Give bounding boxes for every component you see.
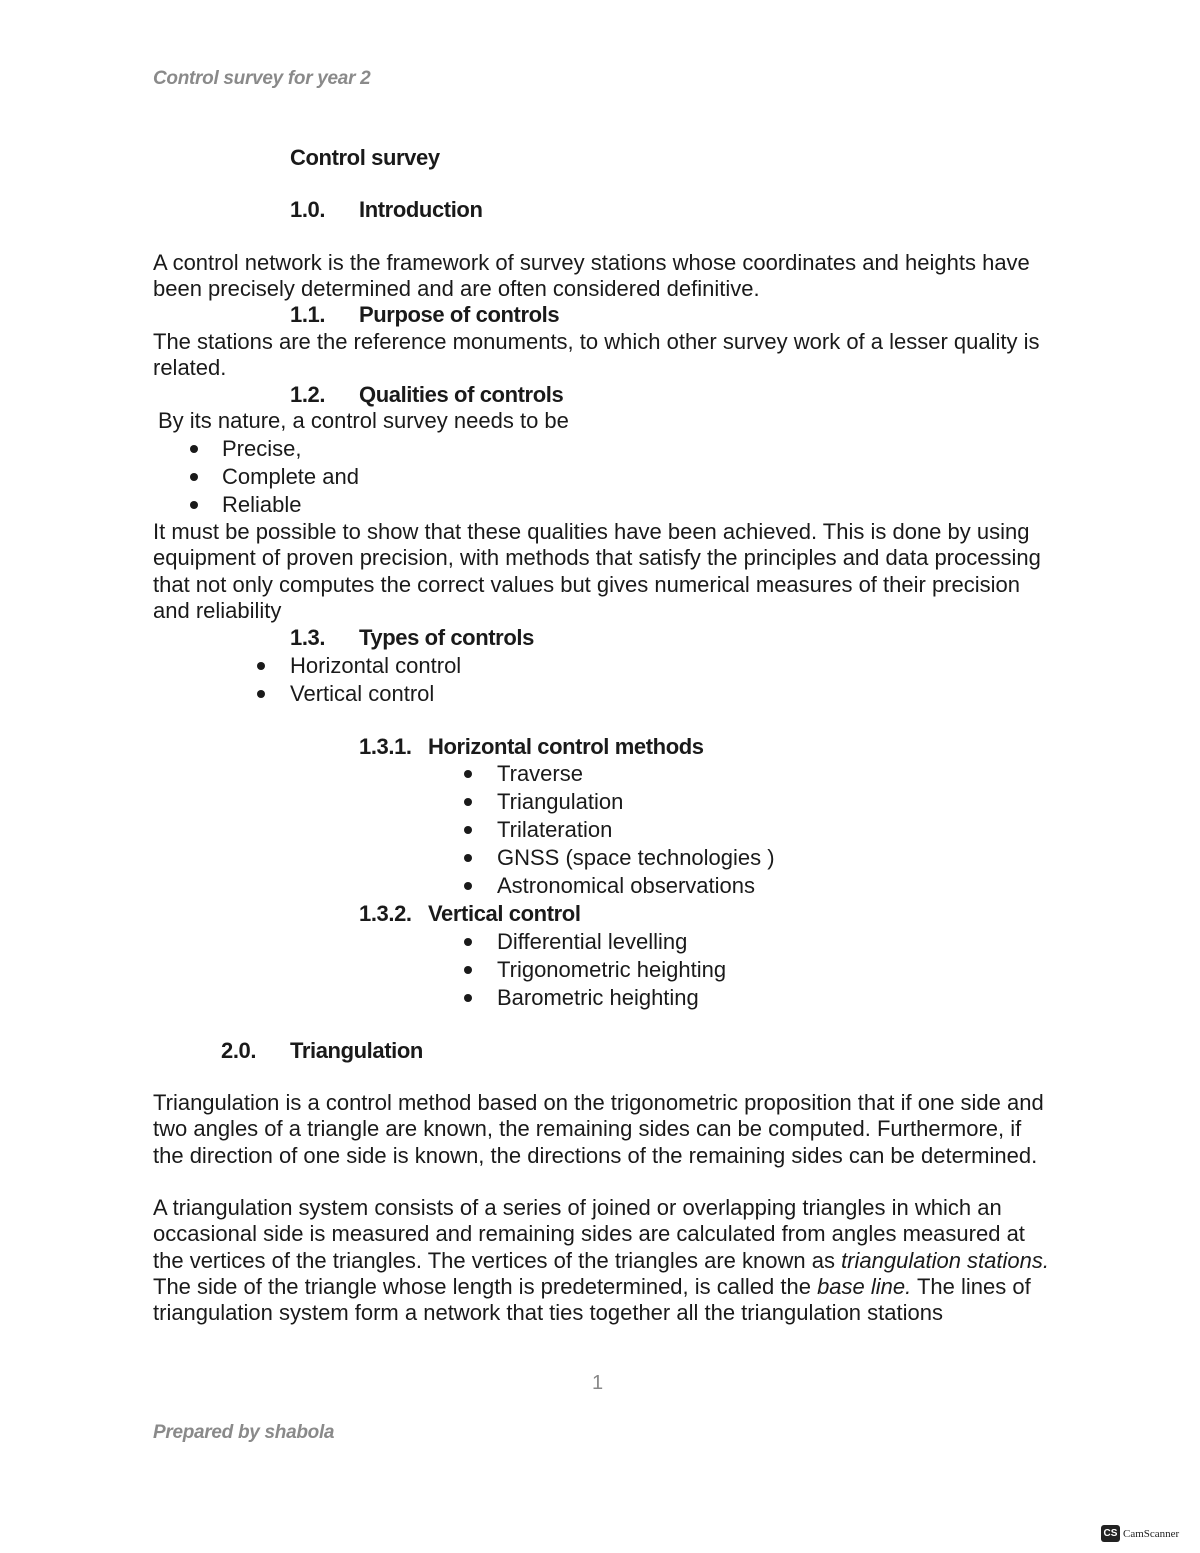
section-title: Introduction xyxy=(359,197,483,222)
bullet-icon xyxy=(190,445,198,453)
purpose-paragraph: The stations are the reference monuments, to which other survey work of a lesser quality is related. xyxy=(153,329,1040,381)
qualities-paragraph: It must be possible to show that these qualities have been achieved. This is done by using equipment of proven precision, with methods that satisfy the principles and data processing that not only computes the correct values but gives numerical measures of their precision and reliability xyxy=(153,519,1041,623)
section-title: Vertical control xyxy=(428,901,581,926)
list-item-text: Trilateration xyxy=(497,817,613,842)
text-run: A triangulation system consists of a series of joined or overlapping triangles in which an occasional side is measured and remaining sides are calculated from angles measured at the vertices of the triangles. The vertices of the triangles are known as xyxy=(153,1195,1025,1273)
bullet-icon xyxy=(464,826,472,834)
bullet-icon xyxy=(464,938,472,946)
section-title: Purpose of controls xyxy=(359,302,560,327)
list-item-text: Triangulation xyxy=(497,789,624,814)
bullet-icon xyxy=(257,690,265,698)
qualities-list xyxy=(190,436,490,520)
section-number: 1.3.2. xyxy=(359,901,412,926)
list-item-text: GNSS (space technologies ) xyxy=(497,845,775,870)
vertical-methods-list xyxy=(464,929,804,1013)
triangulation-paragraph-1: Triangulation is a control method based on the trigonometric proposition that if one side and two angles of a triangle are known, the remaining sides can be computed. Furthermore, if the direction of one side is known, the directions of the remaining sides can be determined. xyxy=(153,1090,1044,1168)
section-title: Horizontal control methods xyxy=(428,734,704,759)
bullet-icon xyxy=(464,854,472,862)
section-1-0-heading xyxy=(290,197,690,225)
section-number: 2.0. xyxy=(221,1038,257,1063)
section-title: Qualities of controls xyxy=(359,382,564,407)
bullet-icon xyxy=(190,473,198,481)
text-run: The lines of triangulation system form a network that ties together all the triangulation stations xyxy=(153,1273,1031,1326)
page-header: Control survey for year 2 xyxy=(153,68,371,89)
camscanner-label: CamScanner xyxy=(1123,1527,1180,1540)
section-number: 1.2. xyxy=(290,382,326,407)
section-1-3-2-heading xyxy=(359,901,779,929)
bullet-icon xyxy=(464,966,472,974)
bullet-icon xyxy=(464,882,472,890)
bullet-icon xyxy=(464,770,472,778)
list-item-text: Astronomical observations xyxy=(497,873,756,898)
list-item-text: Barometric heighting xyxy=(497,985,699,1010)
section-title: Triangulation xyxy=(290,1038,423,1063)
list-item-text: Trigonometric heighting xyxy=(497,957,727,982)
intro-paragraph: A control network is the framework of survey stations whose coordinates and heights have been precisely determined and are often considered definitive. xyxy=(153,250,1030,302)
qualities-intro: By its nature, a control survey needs to be xyxy=(158,408,569,433)
horizontal-methods-list xyxy=(464,761,804,901)
triangulation-paragraph-2 xyxy=(153,1195,1058,1326)
section-1-1-heading xyxy=(290,302,690,330)
list-item-text: Complete and xyxy=(222,464,359,489)
section-number: 1.0. xyxy=(290,197,326,222)
section-title: Types of controls xyxy=(359,625,534,650)
camscanner-logo-icon: CS xyxy=(1101,1525,1120,1542)
list-item-text: Vertical control xyxy=(290,681,435,706)
page-footer: Prepared by shabola xyxy=(153,1422,335,1443)
bullet-icon xyxy=(464,994,472,1002)
list-item-text: Precise, xyxy=(222,436,302,461)
bullet-icon xyxy=(257,662,265,670)
section-1-3-1-heading xyxy=(359,734,779,762)
camscanner-watermark xyxy=(1101,1525,1179,1542)
bullet-icon xyxy=(190,501,198,509)
section-1-3-heading xyxy=(290,625,690,653)
section-number: 1.3. xyxy=(290,625,326,650)
list-item-text: Traverse xyxy=(497,761,583,786)
text-run: The side of the triangle whose length is predetermined, is called the xyxy=(153,1273,818,1299)
section-number: 1.1. xyxy=(290,302,326,327)
list-item-text: Reliable xyxy=(222,492,302,517)
section-2-0-heading xyxy=(221,1038,621,1066)
section-number: 1.3.1. xyxy=(359,734,412,759)
list-item-text: Horizontal control xyxy=(290,653,462,678)
emphasis-term: triangulation stations. xyxy=(841,1247,1049,1273)
emphasis-term: base line. xyxy=(817,1273,912,1299)
section-1-2-heading xyxy=(290,382,690,410)
document-title: Control survey xyxy=(290,145,440,170)
types-list xyxy=(257,653,557,709)
list-item-text: Differential levelling xyxy=(497,929,688,954)
bullet-icon xyxy=(464,798,472,806)
page-number: 1 xyxy=(592,1372,604,1394)
